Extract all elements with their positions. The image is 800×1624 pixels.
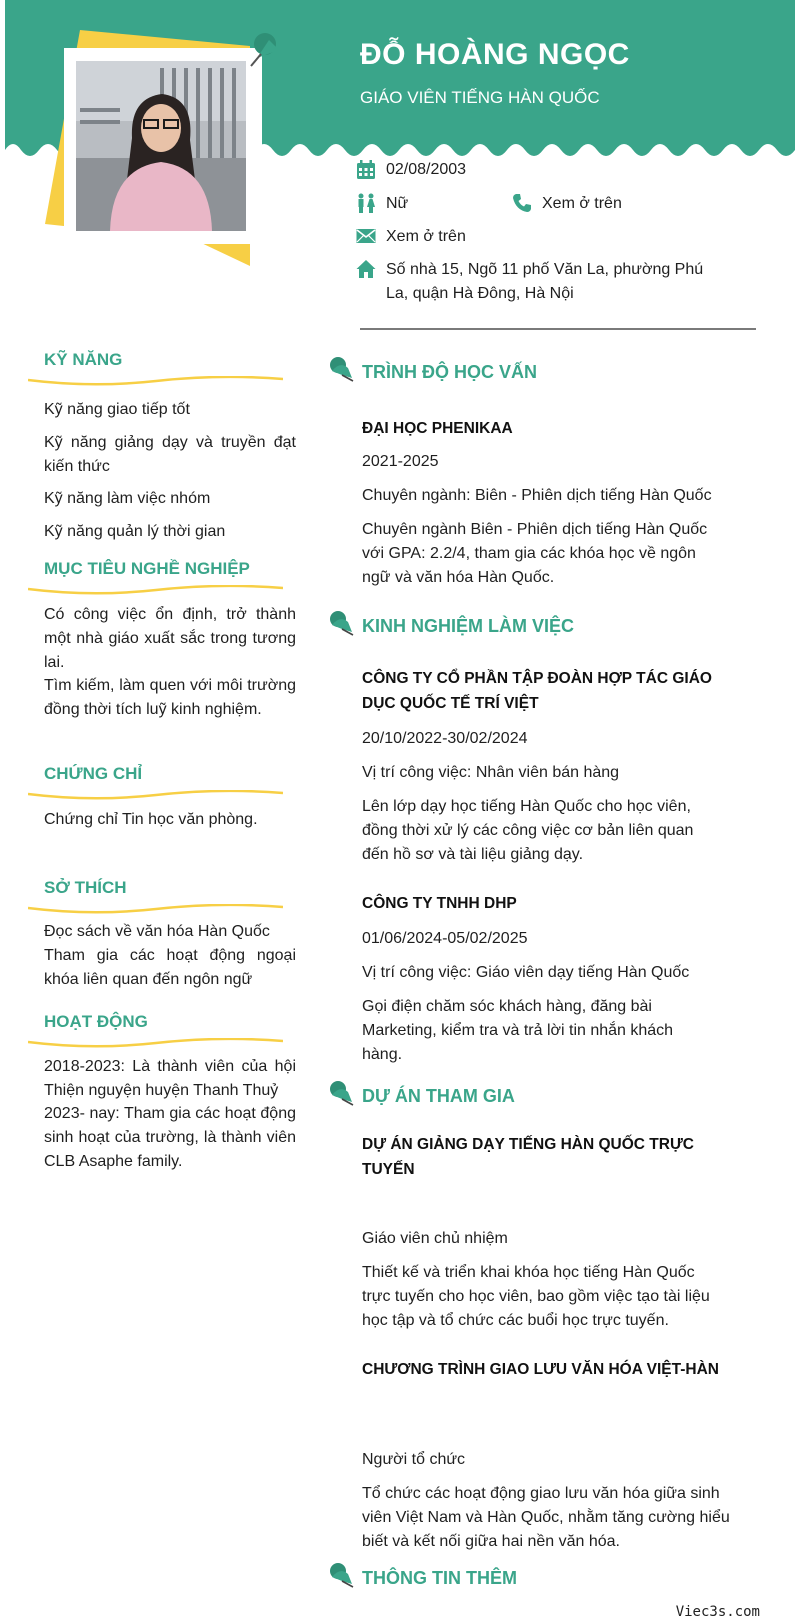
- objective-underline: [28, 585, 283, 597]
- project-name: DỰ ÁN GIẢNG DẠY TIẾNG HÀN QUỐC TRỰC TUYẾN: [362, 1136, 694, 1178]
- project-name: CHƯƠNG TRÌNH GIAO LƯU VĂN HÓA VIỆT-HÀN: [362, 1361, 719, 1378]
- job-title: GIÁO VIÊN TIẾNG HÀN QUỐC: [360, 88, 600, 107]
- skill-item: Kỹ năng làm việc nhóm: [44, 490, 211, 507]
- home-icon: [356, 259, 376, 279]
- job-position: Vị trí công việc: Giáo viên dạy tiếng Hàn Quốc: [362, 964, 690, 981]
- job-period: 01/06/2024-05/02/2025: [362, 930, 528, 947]
- company-name: CÔNG TY TNHH DHP: [362, 895, 517, 912]
- calendar-icon: [356, 160, 376, 180]
- education-description: Chuyên ngành Biên - Phiên dịch tiếng Hàn Quốc với GPA: 2.2/4, tham gia các khóa học về ngôn ngữ và văn hóa Hàn Quốc.: [362, 521, 708, 586]
- header-divider: [360, 328, 756, 330]
- project-role: Người tổ chức: [362, 1451, 466, 1468]
- project-description: Tổ chức các hoạt động giao lưu văn hóa giữa sinh viên Việt Nam và Hàn Quốc, nhằm tăng cường hiểu biết và kết nối giữa hai nền văn hóa.: [362, 1485, 730, 1550]
- company-name: CÔNG TY CỔ PHẦN TẬP ĐOÀN HỢP TÁC GIÁO DỤC QUỐC TẾ TRÍ VIỆT: [362, 670, 712, 712]
- school-name: ĐẠI HỌC PHENIKAA: [362, 420, 513, 437]
- hobbies-underline: [28, 904, 283, 916]
- certificate-item: Chứng chỉ Tin học văn phòng.: [44, 811, 258, 828]
- objective-heading: MỤC TIÊU NGHỀ NGHIỆP: [44, 559, 250, 578]
- phone[interactable]: Xem ở trên: [542, 195, 622, 212]
- pushpin-icon: [328, 356, 354, 382]
- email-icon: [356, 226, 376, 246]
- candidate-name: ĐỖ HOÀNG NGỌC: [360, 38, 630, 71]
- birthday: 02/08/2003: [386, 161, 467, 178]
- experience-heading: KINH NGHIỆM LÀM VIỆC: [362, 616, 575, 636]
- skill-item: Kỹ năng giao tiếp tốt: [44, 401, 190, 418]
- projects-heading: DỰ ÁN THAM GIA: [362, 1086, 515, 1106]
- project-role: Giáo viên chủ nhiệm: [362, 1230, 508, 1247]
- job-description: Gọi điện chăm sóc khách hàng, đăng bài Marketing, kiểm tra và trả lời tin nhắn khách hàng.: [362, 998, 674, 1063]
- job-period: 20/10/2022-30/02/2024: [362, 730, 528, 747]
- address: Số nhà 15, Ngõ 11 phố Văn La, phường Phú La, quận Hà Đông, Hà Nội: [386, 261, 704, 302]
- hobbies-heading: SỞ THÍCH: [44, 878, 127, 897]
- gender: Nữ: [386, 195, 409, 212]
- activities-underline: [28, 1038, 283, 1050]
- job-position: Vị trí công việc: Nhân viên bán hàng: [362, 764, 620, 781]
- education-period: 2021-2025: [362, 453, 439, 470]
- skill-item: Kỹ năng quản lý thời gian: [44, 523, 226, 540]
- phone-icon: [512, 193, 532, 213]
- job-description: Lên lớp dạy học tiếng Hàn Quốc cho học viên, đồng thời xử lý các công việc cơ bản liên quan đến hồ sơ và tài liệu giảng dạy.: [362, 798, 694, 863]
- skills-heading: KỸ NĂNG: [44, 350, 123, 369]
- additional-info-heading: THÔNG TIN THÊM: [362, 1568, 517, 1588]
- pushpin-icon: [328, 1562, 354, 1588]
- activity-item: 2023- nay: Tham gia các hoạt động sinh hoạt của trường, là thành viên CLB Asaphe family.: [44, 1105, 296, 1170]
- education-major: Chuyên ngành: Biên - Phiên dịch tiếng Hàn Quốc: [362, 487, 712, 504]
- activities-heading: HOẠT ĐỘNG: [44, 1012, 148, 1031]
- photo-frame: [40, 28, 300, 268]
- skills-underline: [28, 376, 283, 388]
- skill-item: Kỹ năng giảng dạy và truyền đạt kiến thức: [44, 434, 296, 475]
- watermark: Viec3s.com: [675, 1604, 760, 1620]
- hobby-item: Đọc sách về văn hóa Hàn Quốc: [44, 923, 270, 940]
- activity-item: 2018-2023: Là thành viên của hội Thiện nguyện huyện Thanh Thuỷ: [44, 1058, 296, 1099]
- education-heading: TRÌNH ĐỘ HỌC VẤN: [362, 362, 537, 382]
- hobby-item: Tham gia các hoạt động ngoại khóa liên quan đến ngôn ngữ: [44, 947, 296, 988]
- objective-text: Có công việc ổn định, trở thành một nhà giáo xuất sắc trong tương lai.: [44, 606, 296, 671]
- pushpin-icon: [328, 610, 354, 636]
- gender-icon: [356, 193, 376, 213]
- pushpin-icon: [328, 1080, 354, 1106]
- email[interactable]: Xem ở trên: [386, 228, 466, 245]
- certificates-underline: [28, 790, 283, 802]
- project-description: Thiết kế và triển khai khóa học tiếng Hàn Quốc trực tuyến cho học viên, bao gồm việc tạo tài liệu học tập và tổ chức các buổi học trực tuyến.: [362, 1264, 710, 1329]
- objective-text: Tìm kiếm, làm quen với môi trường đồng thời tích luỹ kinh nghiệm.: [44, 677, 296, 718]
- certificates-heading: CHỨNG CHỈ: [44, 764, 143, 783]
